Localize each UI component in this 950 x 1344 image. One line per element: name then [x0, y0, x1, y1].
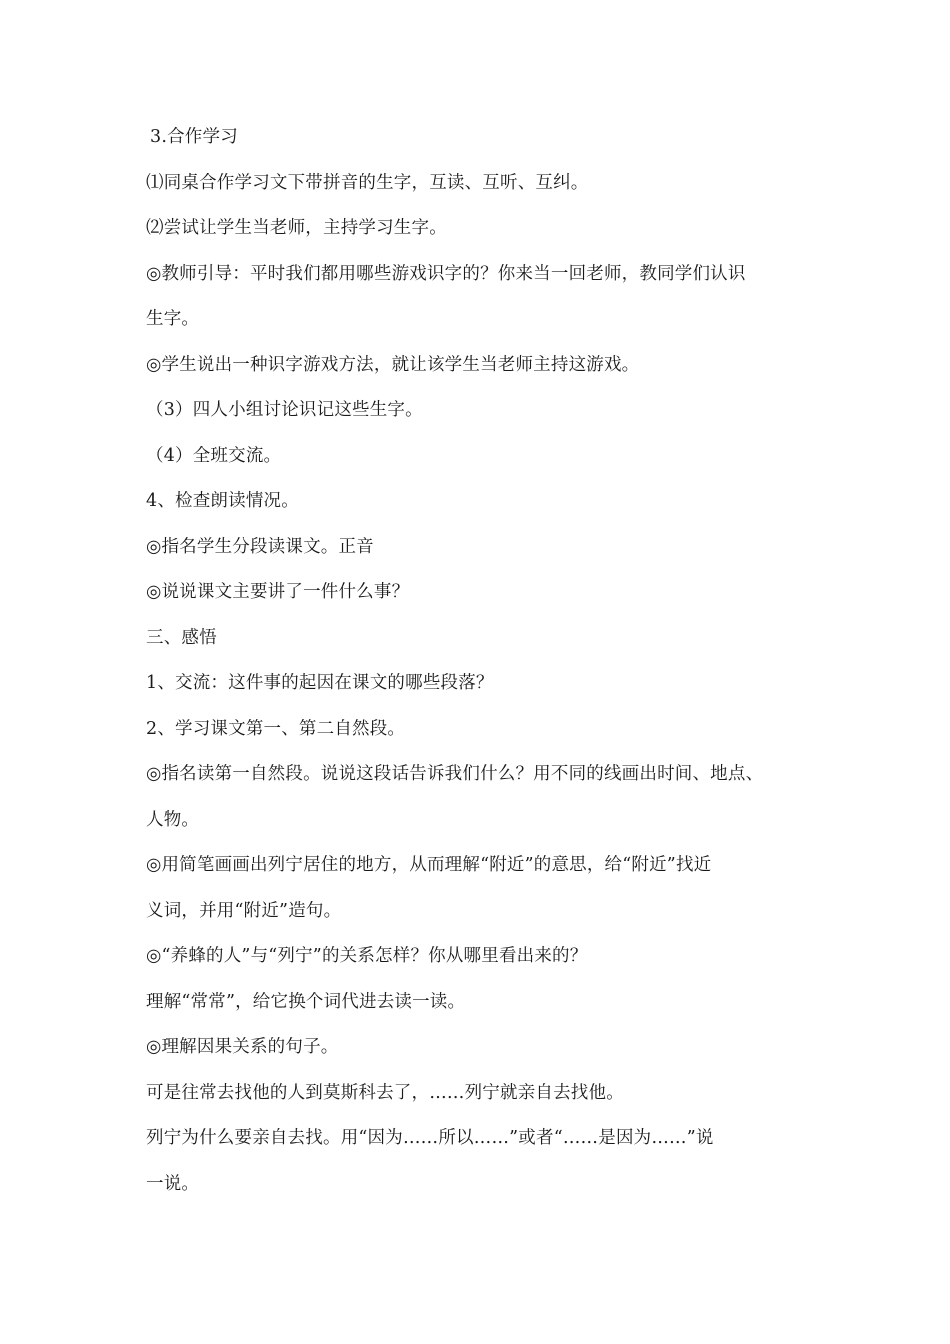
paragraph-line: ⑴同桌合作学习文下带拼音的生字，互读、互听、互纠。 — [146, 172, 589, 193]
document-body — [146, 122, 806, 1214]
paragraph-line: 4、检查朗读情况。 — [146, 491, 299, 511]
paragraph-line: （3）四人小组讨论识记这些生字。 — [146, 400, 423, 420]
paragraph-line: ◎说说课文主要讲了一件什么事？ — [146, 582, 410, 602]
paragraph-line: 1、交流：这件事的起因在课文的哪些段落？ — [146, 673, 494, 693]
paragraph-line: 义词，并用“附近”造句。 — [146, 900, 342, 921]
paragraph-line: 2、学习课文第一、第二自然段。 — [146, 718, 406, 739]
paragraph-line: 一说。 — [146, 1173, 200, 1194]
section-heading-cooperative-learning: 3.合作学习 — [150, 127, 238, 147]
paragraph-line: 可是往常去找他的人到莫斯科去了，……列宁就亲自去找他。 — [146, 1082, 624, 1103]
paragraph-line: ◎指名学生分段读课文。正音 — [146, 536, 374, 557]
paragraph-line: ⑵尝试让学生当老师，主持学习生字。 — [146, 218, 447, 238]
paragraph-line: 生字。 — [146, 309, 200, 329]
paragraph-line: ◎理解因果关系的句子。 — [146, 1037, 339, 1057]
paragraph-line: ◎“养蜂的人”与“列宁”的关系怎样？你从哪里看出来的？ — [146, 946, 588, 966]
paragraph-line: ◎学生说出一种识字游戏方法，就让该学生当老师主持这游戏。 — [146, 354, 640, 375]
paragraph-line: 理解“常常”，给它换个词代进去读一读。 — [146, 991, 466, 1012]
paragraph-line: ◎教师引导：平时我们都用哪些游戏识字的？你来当一回老师，教同学们认识 — [146, 263, 746, 284]
section-heading-insight: 三、感悟 — [146, 627, 217, 648]
paragraph-line: 人物。 — [146, 809, 200, 830]
paragraph-line: ◎用简笔画画出列宁居住的地方，从而理解“附近”的意思，给“附近”找近 — [146, 855, 712, 875]
paragraph-line: （4）全班交流。 — [146, 445, 282, 466]
paragraph-line: 列宁为什么要亲自去找。用“因为……所以……”或者“……是因为……”说 — [146, 1128, 714, 1148]
paragraph-line: ◎指名读第一自然段。说说这段话告诉我们什么？用不同的线画出时间、地点、 — [146, 764, 764, 784]
